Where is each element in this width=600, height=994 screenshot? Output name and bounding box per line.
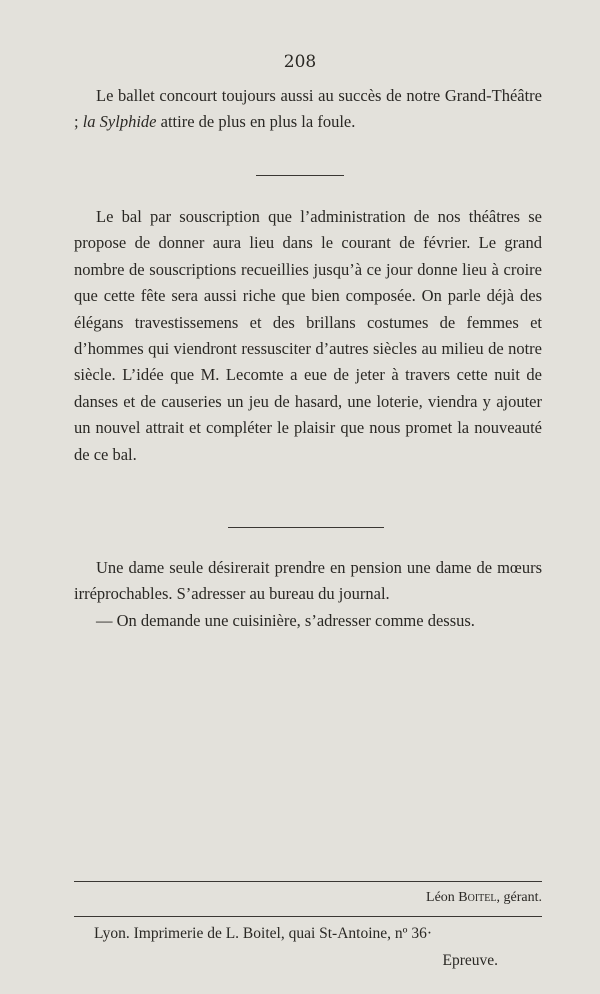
proof-mark: Epreuve.: [442, 952, 498, 969]
notices-block: [74, 555, 542, 634]
ballet-text-end: attire de plus en plus la foule.: [156, 112, 356, 132]
page-number: 208: [283, 52, 317, 72]
gerant-firstname: Léon: [426, 890, 455, 905]
footer-rule-top: [74, 881, 542, 882]
gerant-surname: Boitel: [458, 890, 497, 905]
ballet-text-start: Le ballet concourt toujours aussi au succès de notre Grand-Théâtre ;: [74, 86, 542, 132]
printer-imprint: Lyon. Imprimerie de L. Boitel, quai St-Antoine, nº 36·: [94, 925, 432, 942]
notice-pension: Une dame seule désirerait prendre en pension une dame de mœurs irréprochables. S’adresser au bureau du journal.: [74, 558, 542, 604]
footer-rule-bottom: [74, 916, 542, 917]
section-divider-1: [256, 175, 344, 176]
ballet-paragraph: [74, 83, 542, 136]
ballet-title-italic: la Sylphide: [82, 112, 157, 132]
gerant-signature: [0, 890, 542, 906]
gerant-role: , gérant.: [496, 890, 542, 905]
bal-text: Le bal par souscription que l’administration de nos théâtres se propose de donner aura lieu dans le courant de février. Le grand nombre de souscriptions recueillies jusqu’à ce jour donne lieu à croire que cette fête sera aussi riche que bien composée. On parle déjà des élégans travestissemens et des brillans costumes de femmes et d’hommes qui viendront ressusciter d’autres siècles au milieu de notre siècle. L’idée que M. Lecomte a eue de jeter à travers cette nuit de danses et de causeries un jeu de hasard, une loterie, viendra y ajouter un nouvel attrait et compléter le plaisir que nous promet la nouveauté de ce bal.: [74, 207, 542, 464]
section-divider-2: [228, 527, 384, 528]
bal-paragraph: [74, 204, 542, 468]
notice-cuisiniere: — On demande une cuisinière, s’adresser comme dessus.: [96, 610, 475, 630]
